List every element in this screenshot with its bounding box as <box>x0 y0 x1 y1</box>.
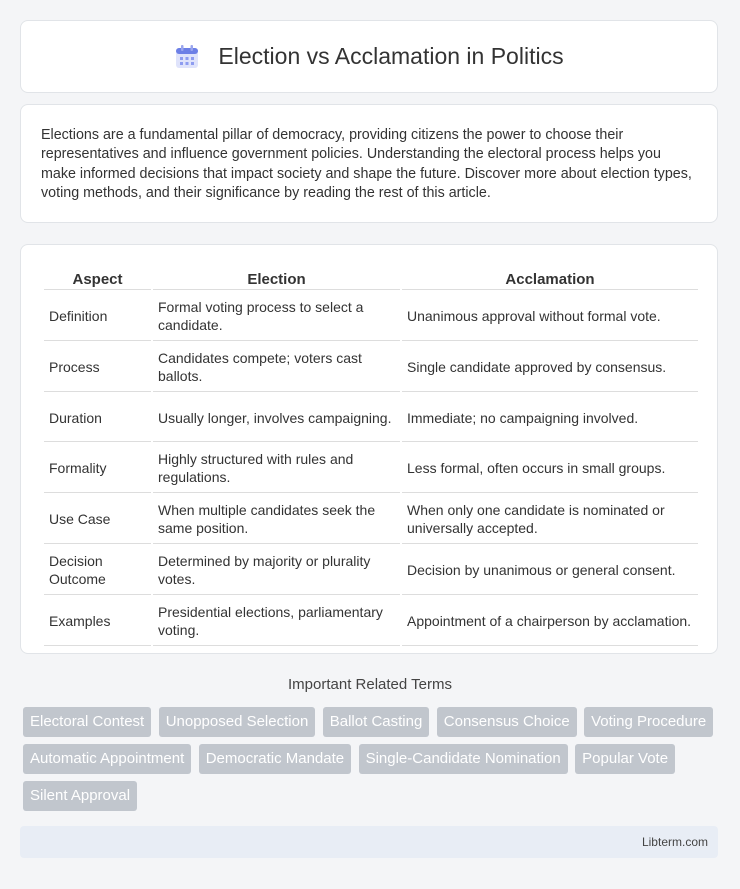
cell-acclamation: Decision by unanimous or general consent. <box>402 546 698 595</box>
comparison-table <box>42 265 700 648</box>
header-card <box>20 20 718 93</box>
cell-election: Highly structured with rules and regulations. <box>153 444 400 493</box>
cell-acclamation: When only one candidate is nominated or universally accepted. <box>402 495 698 544</box>
cell-acclamation: Single candidate approved by consensus. <box>402 343 698 392</box>
footer-link[interactable]: Libterm.com <box>641 835 708 849</box>
table-row <box>44 394 698 442</box>
cell-aspect: Decision Outcome <box>44 546 151 595</box>
tag-voting-procedure[interactable]: Voting Procedure <box>584 707 713 737</box>
tag-single-candidate-nomination[interactable]: Single-Candidate Nomination <box>359 744 568 774</box>
page-title: Election vs Acclamation in Politics <box>218 43 564 69</box>
table-row <box>44 292 698 341</box>
table-row <box>44 546 698 595</box>
table-header-row <box>44 267 698 290</box>
cell-election: Usually longer, involves campaigning. <box>153 394 400 442</box>
tag-ballot-casting[interactable]: Ballot Casting <box>323 707 430 737</box>
footer <box>20 826 718 858</box>
cell-election: Presidential elections, parliamentary voting. <box>153 597 400 646</box>
related-terms-list <box>23 707 723 818</box>
table-row <box>44 343 698 392</box>
cell-acclamation: Less formal, often occurs in small groups. <box>402 444 698 493</box>
table-row <box>44 495 698 544</box>
table-row <box>44 444 698 493</box>
cell-acclamation: Immediate; no campaigning involved. <box>402 394 698 442</box>
tag-silent-approval[interactable]: Silent Approval <box>23 781 137 811</box>
tag-popular-vote[interactable]: Popular Vote <box>575 744 675 774</box>
cell-election: Formal voting process to select a candidate. <box>153 292 400 341</box>
cell-election: When multiple candidates seek the same position. <box>153 495 400 544</box>
cell-acclamation: Unanimous approval without formal vote. <box>402 292 698 341</box>
cell-aspect: Process <box>44 343 151 392</box>
cell-aspect: Formality <box>44 444 151 493</box>
intro-text: Elections are a fundamental pillar of democracy, providing citizens the power to choose their representatives and influence government policies. Understanding the electoral process helps you make informed decisions that impact society and shape the future. Discover more about election types, voting methods, and their significance by reading the rest of this article. <box>41 127 692 202</box>
cell-aspect: Duration <box>44 394 151 442</box>
header-aspect: Aspect <box>44 267 151 290</box>
cell-acclamation: Appointment of a chairperson by acclamation. <box>402 597 698 646</box>
cell-aspect: Examples <box>44 597 151 646</box>
cell-election: Candidates compete; voters cast ballots. <box>153 343 400 392</box>
related-terms-title: Important Related Terms <box>288 676 452 693</box>
cell-aspect: Definition <box>44 292 151 341</box>
cell-aspect: Use Case <box>44 495 151 544</box>
cell-election: Determined by majority or plurality votes. <box>153 546 400 595</box>
intro-card <box>20 104 718 223</box>
tag-electoral-contest[interactable]: Electoral Contest <box>23 707 151 737</box>
header-acclamation: Acclamation <box>402 267 698 290</box>
calendar-icon <box>174 44 200 70</box>
tag-unopposed-selection[interactable]: Unopposed Selection <box>159 707 316 737</box>
tag-automatic-appointment[interactable]: Automatic Appointment <box>23 744 191 774</box>
table-row <box>44 597 698 646</box>
tag-democratic-mandate[interactable]: Democratic Mandate <box>199 744 351 774</box>
comparison-card <box>20 244 718 654</box>
tag-consensus-choice[interactable]: Consensus Choice <box>437 707 577 737</box>
header-election: Election <box>153 267 400 290</box>
